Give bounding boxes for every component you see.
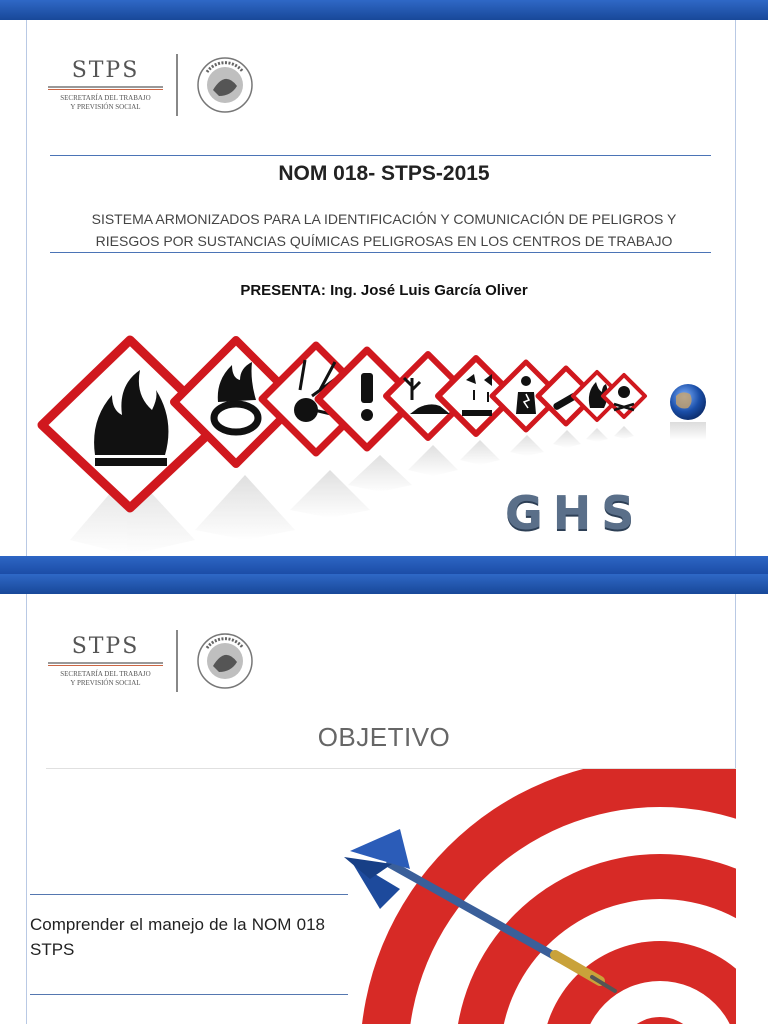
logo-agency-name: SECRETARÍA DEL TRABAJO Y PREVISIÓN SOCIAL [60,94,151,111]
mexico-seal-icon [193,632,257,690]
title-top-rule [50,155,711,156]
stps-logo [48,58,268,118]
slide-top-bar [0,0,768,20]
document-subtitle: SISTEMA ARMONIZADOS PARA LA IDENTIFICACIÓN Y COMUNICACIÓN DE PELIGROS Y RIESGOS POR SUSTANCIAS QUÍMICAS PELIGROSAS EN LOS CENTROS DE TRABAJO [91,211,677,249]
skull-crossbones-icon [603,375,645,417]
objective-text: Comprender el manejo de la NOM 018 STPS [30,915,325,959]
logo-abbr: STPS [71,58,140,83]
slide-separator-bar [0,556,768,576]
text-bottom-rule [30,994,348,995]
stps-logo [48,634,268,694]
presenter-line: PRESENTA: Ing. José Luis García Oliver [240,282,528,299]
target-icon [360,769,736,1024]
target-dart-image [330,769,736,1024]
objective-heading: OBJETIVO [317,722,451,752]
logo-divider [176,54,178,116]
mexico-seal-icon [193,56,257,114]
ghs-label: GHS [505,486,645,540]
logo-abbr: STPS [71,634,140,659]
logo-divider [176,630,178,692]
ghs-pictogram-row [0,325,768,560]
text-top-rule [30,894,348,895]
document-title: NOM 018- STPS-2015 [278,162,490,185]
globe-icon [670,384,706,440]
logo-agency-name: SECRETARÍA DEL TRABAJO Y PREVISIÓN SOCIAL [60,670,151,687]
slide-objective [0,574,768,1024]
left-border-line [26,594,27,1024]
title-bottom-rule [50,252,711,253]
slide-top-bar [0,574,768,594]
